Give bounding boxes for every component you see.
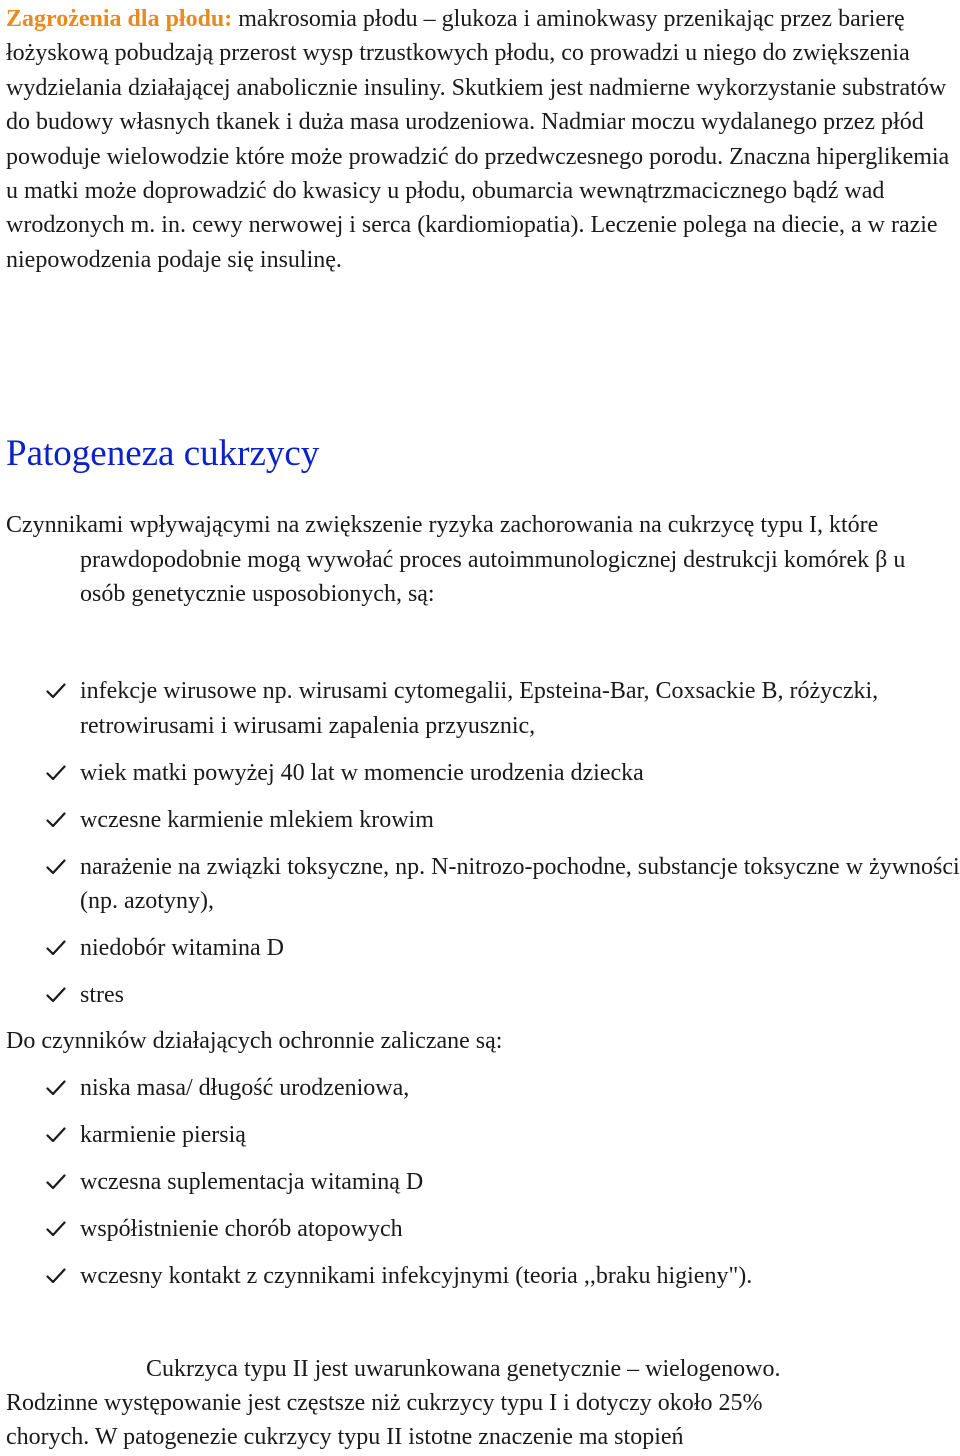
protective-factors-title: Do czynników działających ochronnie zaliczane są: xyxy=(6,1028,503,1054)
risk-intro-paragraph: Czynnikami wpływającymi na zwiększenie ryzyka zachorowania na cukrzycę typu I, które prawdopodobnie mogą wywołać proces autoimmunologicznej destrukcji komórek β u osób genetycznie usposobionych, są: xyxy=(6,512,906,607)
list-item xyxy=(0,931,960,966)
list-item xyxy=(0,803,960,838)
fetal-risks-lead: Zagrożenia dla płodu: xyxy=(6,6,233,32)
protective-factors-list xyxy=(0,1071,960,1306)
list-item-text: wczesna suplementacja witaminą D xyxy=(80,1169,424,1195)
list-item xyxy=(0,674,960,743)
list-item-text: wczesny kontakt z czynnikami infekcyjnymi (teoria ,,braku higieny"). xyxy=(80,1263,753,1289)
list-item xyxy=(0,1071,960,1106)
list-item xyxy=(0,978,960,1013)
list-item xyxy=(0,1259,960,1294)
list-item-text: wczesne karmienie mlekiem krowim xyxy=(80,806,434,833)
checkmark-icon xyxy=(46,812,66,828)
list-item xyxy=(0,1212,960,1247)
list-item-text: narażenie na związki toksyczne, np. N-nitrozo-pochodne, substancje toksyczne w żywności (np. azotyny), xyxy=(80,853,960,914)
checkmark-icon xyxy=(46,1174,66,1190)
type2-line: Rodzinne występowanie jest częstsze niż cukrzycy typu I i dotyczy około 25% xyxy=(6,1390,763,1416)
checkmark-icon xyxy=(46,1268,66,1284)
list-item-text: współistnienie chorób atopowych xyxy=(80,1216,403,1242)
type2-line: chorych. W patogenezie cukrzycy typu II istotne znaczenie ma stopień xyxy=(6,1424,684,1450)
fetal-risks-text: makrosomia płodu – glukoza i aminokwasy przenikając przez barierę łożyskową pobudzają przerost wysp trzustkowych płodu, co prowadzi u niego do zwiększenia wydzielania działającej anabolicznie insuliny. Skutkiem jest nadmierne wykorzystanie substratów do budowy własnych tkanek i duża masa urodzeniowa. Nadmiar moczu wydalanego przez płód powoduje wielowodzie które może prowadzić do przedwczesnego porodu. Znaczna hiperglikemia u matki może doprowadzić do kwasicy u płodu, obumarcia wewnątrzmacicznego bądź wad wrodzonych m. in. cewy nerwowej i serca (kardiomiopatia). Leczenie polega na diecie, a w razie niepowodzenia podaje się insulinę. xyxy=(6,6,950,273)
checkmark-icon xyxy=(46,940,66,956)
list-item xyxy=(0,850,960,919)
list-item-text: niedobór witamina D xyxy=(80,935,284,961)
list-item-text: niska masa/ długość urodzeniowa, xyxy=(80,1075,410,1101)
list-item xyxy=(0,756,960,791)
checkmark-icon xyxy=(46,859,66,875)
risk-factors-list xyxy=(0,674,960,1025)
fetal-risks-paragraph xyxy=(6,2,954,277)
list-item-text: infekcje wirusowe np. wirusami cytomegalii, Epsteina-Bar, Coxsackie B, różyczki, retrowirusami i wirusami zapalenia przyusznic, xyxy=(80,678,879,739)
list-item xyxy=(0,1165,960,1200)
list-item xyxy=(0,1118,960,1153)
checkmark-icon xyxy=(46,987,66,1003)
checkmark-icon xyxy=(46,765,66,781)
checkmark-icon xyxy=(46,1080,66,1096)
list-item-text: wiek matki powyżej 40 lat w momencie urodzenia dziecka xyxy=(80,759,644,786)
type2-paragraph xyxy=(6,1352,954,1454)
checkmark-icon xyxy=(46,1221,66,1237)
section-heading: Patogeneza cukrzycy xyxy=(6,433,320,474)
list-item-text: karmienie piersią xyxy=(80,1122,246,1148)
type2-line: Cukrzyca typu II jest uwarunkowana genetycznie – wielogenowo. xyxy=(146,1356,781,1382)
checkmark-icon xyxy=(46,683,66,699)
checkmark-icon xyxy=(46,1127,66,1143)
list-item-text: stres xyxy=(80,982,124,1008)
